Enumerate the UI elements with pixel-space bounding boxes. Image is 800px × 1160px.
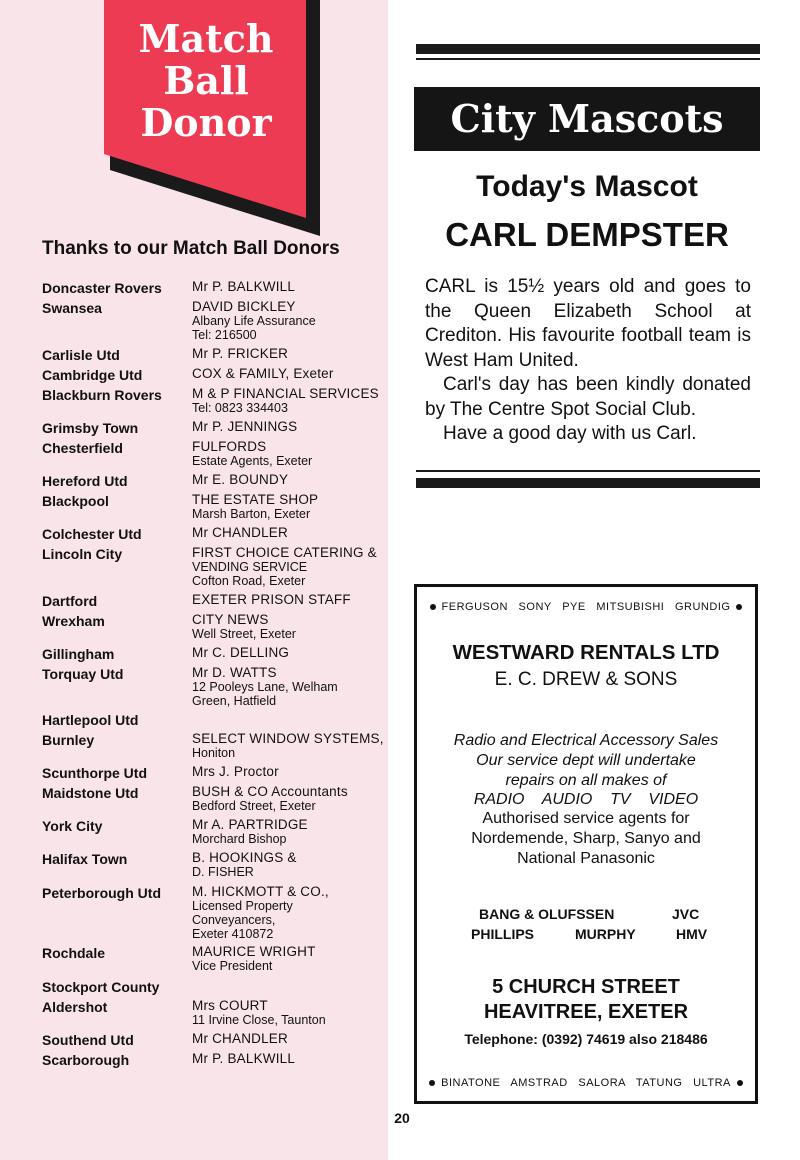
- donor-line: Mr P. BALKWILL: [192, 1051, 296, 1066]
- bottom-rule-thick: [416, 478, 760, 488]
- bullet-icon: [429, 1080, 435, 1086]
- donor-line: Well Street, Exeter: [192, 627, 296, 641]
- authorised-line: Nordemende, Sharp, Sanyo and: [471, 829, 701, 847]
- club-name: Maidstone Utd: [42, 785, 139, 801]
- club-name: Torquay Utd: [42, 666, 124, 682]
- donor-line: Mr E. BOUNDY: [192, 472, 289, 487]
- donor-line: SELECT WINDOW SYSTEMS,: [192, 731, 384, 746]
- brand-name: PHILLIPS: [471, 925, 535, 942]
- donor-line: M. HICKMOTT & CO.,: [192, 884, 329, 899]
- club-name: Stockport County: [42, 979, 160, 995]
- donor-line: D. FISHER: [192, 865, 254, 879]
- bottom-brands-text: BINATONE AMSTRAD SALORA TATUNG ULTRA: [441, 1077, 731, 1089]
- mascot-paragraph: CARL is 15½ years old and goes to the Queen Elizabeth School at Crediton. His favourite football team is West Ham United.: [425, 276, 751, 371]
- brand-name: MURPHY: [575, 925, 636, 942]
- donor-line: FULFORDS: [192, 439, 267, 454]
- donor-name: [192, 732, 387, 760]
- club-name: Blackburn Rovers: [42, 387, 162, 403]
- donor-line: Green, Hatfield: [192, 694, 277, 708]
- advert-subtitle: E. C. DREW & SONS: [494, 669, 678, 690]
- advert-brands: [467, 905, 717, 944]
- donor-line: Conveyancers,: [192, 913, 276, 927]
- advert-telephone: Telephone: (0392) 74619 also 218486: [464, 1031, 708, 1047]
- mascot-paragraph: Have a good day with us Carl.: [443, 423, 697, 444]
- donor-name: [192, 420, 387, 434]
- donor-line: Mr D. WATTS: [192, 665, 277, 680]
- services-line: repairs on all makes of: [505, 771, 667, 789]
- club-name: Blackpool: [42, 493, 109, 509]
- banner-line: Ball: [163, 58, 249, 103]
- authorised-line: National Panasonic: [517, 849, 655, 867]
- club-name: Lincoln City: [42, 546, 123, 562]
- donor-name: [192, 765, 387, 779]
- donor-name: [192, 493, 387, 521]
- donor-line: COX & FAMILY, Exeter: [192, 366, 334, 381]
- donor-line: Cofton Road, Exeter: [192, 574, 306, 588]
- donor-line: CITY NEWS: [192, 612, 269, 627]
- top-brands-text: FERGUSON SONY PYE MITSUBISHI GRUNDIG: [441, 601, 731, 613]
- donor-line: Mr P. JENNINGS: [192, 419, 298, 434]
- donor-name: [192, 473, 387, 487]
- westward-rentals-advert: [414, 584, 758, 1104]
- club-name: Halifax Town: [42, 851, 128, 867]
- club-name: Grimsby Town: [42, 420, 139, 436]
- donor-line: M & P FINANCIAL SERVICES: [192, 386, 379, 401]
- brand-name: BANG & OLUFSSEN: [479, 906, 615, 922]
- address-line: HEAVITREE, EXETER: [483, 1001, 689, 1023]
- donor-name: [192, 440, 387, 468]
- brand-name: JVC: [672, 906, 700, 922]
- donor-line: DAVID BICKLEY: [192, 299, 296, 314]
- donor-name: [192, 999, 387, 1027]
- donor-line: Mrs J. Proctor: [192, 764, 279, 779]
- bullet-icon: [736, 604, 742, 610]
- donor-line: THE ESTATE SHOP: [192, 492, 319, 507]
- mascot-paragraph: Carl's day has been kindly donated by The Centre Spot Social Club.: [425, 374, 751, 420]
- address-line: 5 CHURCH STREET: [492, 976, 680, 998]
- club-name: Wrexham: [42, 613, 105, 629]
- donor-name: [192, 300, 387, 342]
- donor-name: [192, 1032, 387, 1046]
- bullet-icon: [737, 1080, 743, 1086]
- club-name: York City: [42, 818, 103, 834]
- brand-row: [467, 925, 717, 945]
- brand-row: [467, 905, 717, 925]
- top-brand-strip: [417, 601, 755, 613]
- donor-name: [192, 1052, 387, 1066]
- donor-name: [192, 546, 387, 588]
- mascot-name: CARL DEMPSTER: [445, 216, 729, 253]
- donor-line: Mr A. PARTRIDGE: [192, 817, 308, 832]
- donor-name: [192, 818, 387, 846]
- banner-title: [106, 18, 306, 144]
- donor-line: EXETER PRISON STAFF: [192, 592, 351, 607]
- bottom-rule-thin: [416, 470, 760, 472]
- donor-name: [192, 945, 387, 973]
- top-rule-thick: [416, 44, 760, 54]
- donor-name: [192, 885, 387, 941]
- donor-line: Licensed Property: [192, 899, 293, 913]
- page-number: 20: [394, 1110, 410, 1126]
- donor-line: FIRST CHOICE CATERING &: [192, 545, 377, 560]
- donor-name: [192, 613, 387, 641]
- club-name: Doncaster Rovers: [42, 280, 162, 296]
- donor-name: [192, 593, 387, 607]
- donor-line: BUSH & CO Accountants: [192, 784, 348, 799]
- club-name: Scarborough: [42, 1052, 130, 1068]
- donor-line: VENDING SERVICE: [192, 560, 308, 574]
- donor-line: Mr C. DELLING: [192, 645, 290, 660]
- donor-line: 12 Pooleys Lane, Welham: [192, 680, 338, 694]
- mascot-description: [425, 275, 751, 447]
- club-name: Burnley: [42, 732, 95, 748]
- banner-line: Donor: [140, 100, 272, 145]
- todays-mascot-heading: Today's Mascot: [476, 170, 698, 203]
- authorised-line: Authorised service agents for: [482, 810, 690, 827]
- club-name: Carlisle Utd: [42, 347, 120, 363]
- advert-services: [417, 731, 755, 810]
- banner-line: Match: [138, 16, 274, 61]
- donor-line: Mrs COURT: [192, 998, 268, 1013]
- donor-line: Exeter 410872: [192, 927, 274, 941]
- club-name: Scunthorpe Utd: [42, 765, 147, 781]
- donor-name: [192, 347, 387, 361]
- club-name: Gillingham: [42, 646, 115, 662]
- donor-name: [192, 387, 387, 415]
- donor-line: Marsh Barton, Exeter: [192, 507, 311, 521]
- donor-name: [192, 526, 387, 540]
- donor-line: Morchard Bishop: [192, 832, 287, 846]
- donor-line: Tel: 216500: [192, 328, 257, 342]
- donor-name: [192, 646, 387, 660]
- club-name: Chesterfield: [42, 440, 123, 456]
- thanks-heading: Thanks to our Match Ball Donors: [42, 238, 340, 259]
- donor-line: B. HOOKINGS &: [192, 850, 297, 865]
- club-name: Peterborough Utd: [42, 885, 161, 901]
- city-mascots-header: City Mascots: [414, 87, 760, 151]
- donor-name: [192, 367, 387, 381]
- donor-line: Mr CHANDLER: [192, 1031, 288, 1046]
- club-name: Colchester Utd: [42, 526, 142, 542]
- club-name: Swansea: [42, 300, 102, 316]
- donor-line: Bedford Street, Exeter: [192, 799, 316, 813]
- advert-authorised: [417, 809, 755, 868]
- advert-address: [417, 975, 755, 1025]
- club-name: Hereford Utd: [42, 473, 128, 489]
- donor-line: Estate Agents, Exeter: [192, 454, 313, 468]
- top-rule-thin: [416, 58, 760, 60]
- services-line: RADIO AUDIO TV VIDEO: [473, 791, 699, 809]
- donor-line: Tel: 0823 334403: [192, 401, 288, 415]
- donor-name: [192, 280, 387, 294]
- donor-name: [192, 851, 387, 879]
- services-line: Radio and Electrical Accessory Sales: [453, 732, 719, 749]
- club-name: Rochdale: [42, 945, 106, 961]
- donor-line: Mr CHANDLER: [192, 525, 288, 540]
- donor-line: Mr P. FRICKER: [192, 346, 289, 361]
- club-name: Aldershot: [42, 999, 108, 1015]
- bottom-brand-strip: [417, 1077, 755, 1089]
- donor-name: [192, 785, 387, 813]
- club-name: Southend Utd: [42, 1032, 134, 1048]
- donor-line: Honiton: [192, 746, 236, 760]
- donor-line: 11 Irvine Close, Taunton: [192, 1013, 326, 1027]
- donor-line: MAURICE WRIGHT: [192, 944, 316, 959]
- brand-name: HMV: [676, 925, 708, 942]
- services-line: Our service dept will undertake: [476, 751, 696, 769]
- club-name: Dartford: [42, 593, 98, 609]
- club-name: Hartlepool Utd: [42, 712, 139, 728]
- donor-line: Mr P. BALKWILL: [192, 279, 296, 294]
- advert-title: WESTWARD RENTALS LTD: [452, 641, 720, 664]
- donor-name: [192, 666, 387, 708]
- donor-line: Vice President: [192, 959, 273, 973]
- bullet-icon: [430, 604, 436, 610]
- donor-line: Albany Life Assurance: [192, 314, 316, 328]
- club-name: Cambridge Utd: [42, 367, 143, 383]
